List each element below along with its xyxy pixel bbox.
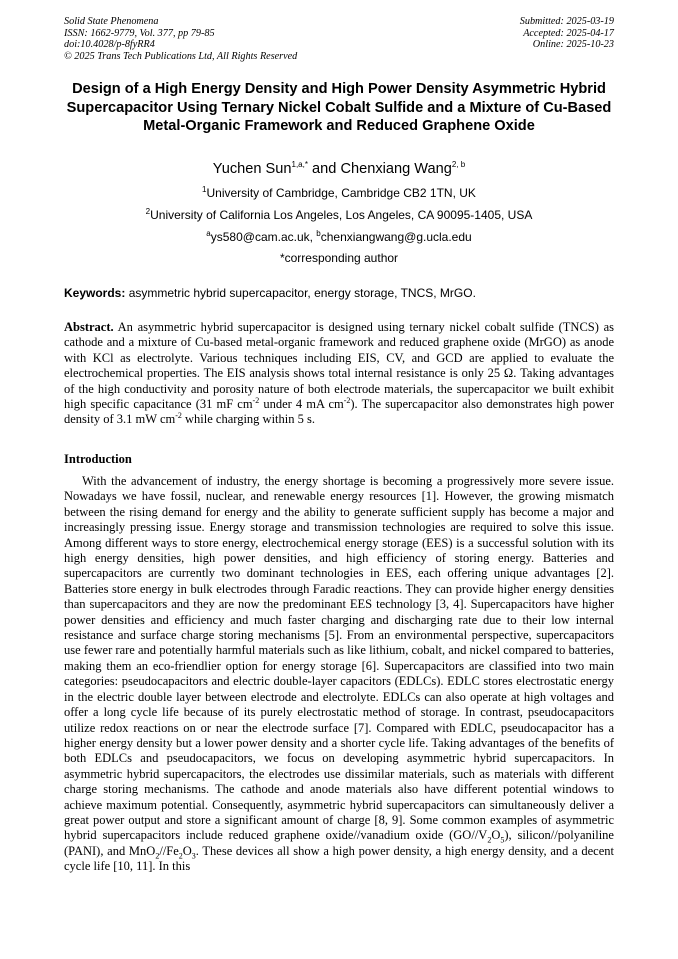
- affiliation-2: [0, 208, 678, 222]
- intro-sub-1: 2: [487, 835, 492, 845]
- abstract-text-3: ). The supercapacitor also demonstrates high power density of 3.1 mW cm: [64, 397, 614, 427]
- abstract-text-2: under 4 mA cm: [259, 397, 344, 412]
- affiliation-2-marker: 2: [145, 207, 151, 216]
- email-a-marker: a: [206, 229, 211, 238]
- abstract-sup-2: -2: [343, 395, 351, 405]
- intro-text-3: ), silicon//polyaniline (PANI), and MnO: [64, 828, 614, 858]
- affiliation-2-text: University of California Los Angeles, Los Angeles, CA 90095-1405, USA: [150, 208, 533, 222]
- copyright: © 2025 Trans Tech Publications Ltd, All Rights Reserved: [64, 50, 298, 62]
- email-a[interactable]: ys580@cam.ac.uk,: [210, 230, 317, 244]
- journal-header-left: [64, 16, 297, 62]
- journal-name: Solid State Phenomena: [64, 16, 159, 27]
- submitted-date: Submitted: 2025-03-19: [519, 16, 614, 27]
- doi[interactable]: doi:10.4028/p-8fyRR4: [64, 39, 155, 51]
- intro-text-5: O: [182, 843, 192, 858]
- affiliation-1-text: University of Cambridge, Cambridge CB2 1TN, UK: [206, 186, 476, 200]
- abstract: [64, 320, 614, 428]
- affiliation-1: [0, 186, 678, 200]
- intro-text-1: With the advancement of industry, the energy shortage is becoming a progressively more severe issue. Nowadays we have fossil, nuclear, and renewable energy resources [1]. However, the growing mismatch between the rising demand for energy and the ability to generate sufficient supply has become a major and increasingly pressing issue. Energy storage and transmission technologies are required to solve this issue. Among different ways to store energy, electrochemical energy storage (EES) is a successful solution with its high energy densities, high power densities, and high efficiency of storing energy. Batteries and supercapacitors are currently two dominant technologies in EES, each offering unique advantages [2]. Batteries store energy in bulk electrodes through Faradic reactions. They can provide higher energy densities than supercapacitors and they are now the predominant EES technology [3, 4]. Supercapacitors have higher power densities and efficiency and much faster charging and discharging rate due to their low internal resistance and surface charge storing mechanisms [5]. From an environmental perspective, supercapacitors use fewer rare and potentially harmful materials such as like lithium, cobalt, and nickel compared to batteries, making them an eco-friendlier option for energy storage [6]. Supercapacitors are classified into two main categories: pseudocapacitors and electric double-layer capacitors (EDLCs). EDLC stores electrostatic energy in the electric double layer between electrode and electrolyte. EDLCs can also operate at high voltages and offer a long cycle life because of its purely electrostatic method of storage. In contrast, pseudocapacitors utilize redox reactions on or near the electrode surface [7]. Compared with EDLC, pseudocapacitor has a higher energy density but a lower power density and a shorter cycle life. Taking advantages of the benefits of both EDLCs and pseudocapacitors, we focus on developing asymmetric hybrid supercapacitors. In asymmetric hybrid supercapacitors, the electrodes use dissimilar materials, such as materials with different charge storing mechanisms. The cathode and anode materials also have different potential windows to achieve maximum potential. Consequently, asymmetric hybrid supercapacitors can simultaneously deliver a great power output and store a significant amount of charge [8, 9]. Some common examples of asymmetric hybrid supercapacitors include reduced graphene oxide//vanadium oxide (GO//V: [64, 474, 614, 843]
- introduction-paragraph: [64, 474, 614, 875]
- intro-text-6: . These devices all show a high power density, a high energy density, and a decent cycle life [10, 11]. In this: [64, 843, 614, 874]
- abstract-sup-3: -2: [175, 411, 182, 421]
- author-2-name: Chenxiang Wang: [340, 161, 452, 177]
- author-1-affil: 1,a,*: [291, 160, 308, 170]
- intro-text-2: O: [491, 828, 501, 843]
- intro-sub-4: 2: [178, 851, 183, 861]
- author-conjunction: and: [307, 161, 341, 177]
- email-line: [0, 230, 678, 244]
- online-date: Online: 2025-10-23: [532, 39, 614, 51]
- abstract-label: Abstract.: [64, 320, 114, 334]
- corresponding-author-note: *corresponding author: [279, 251, 399, 265]
- email-b-marker: b: [316, 229, 321, 238]
- abstract-text-4: while charging within 5 s.: [181, 412, 315, 427]
- keywords: [64, 286, 614, 300]
- abstract-text-1: An asymmetric hybrid supercapacitor is designed using ternary nickel cobalt sulfide (TNCS) as cathode and a mixture of Cu-based metal-organic framework and reduced graphene oxide (MrGO) as anode with KCl as electrolyte. Various techniques including EIS, CV, and GCD are applied to evaluate the electrochemical properties. The EIS analysis shows total internal resistance is only 25 Ω. Taking advantages of the high conductivity and porosity nature of both electrode materials, the supercapacitor we built exhibit high specific capacitance (31 mF cm: [64, 320, 614, 412]
- keywords-text: asymmetric hybrid supercapacitor, energy storage, TNCS, MrGO.: [125, 286, 476, 300]
- introduction-heading: Introduction: [64, 452, 132, 466]
- intro-sub-5: 3: [191, 851, 196, 861]
- issn-volume: ISSN: 1662-9779, Vol. 377, pp 79-85: [64, 27, 215, 39]
- keywords-label: Keywords:: [64, 286, 126, 300]
- affiliation-1-marker: 1: [202, 185, 207, 194]
- journal-header-right: [520, 16, 614, 51]
- accepted-date: Accepted: 2025-04-17: [523, 27, 614, 39]
- intro-sub-2: 5: [500, 835, 505, 845]
- author-line: [0, 160, 678, 178]
- abstract-sup-1: -2: [252, 395, 260, 405]
- paper-title: Design of a High Energy Density and High Power Density Asymmetric Hybrid Supercapacitor Using Ternary Nickel Cobalt Sulfide and a Mixture of Cu-Based Metal-Organic Framework and Reduced Graphene Oxide: [66, 81, 612, 135]
- intro-sub-3: 2: [155, 851, 160, 861]
- email-b[interactable]: chenxiangwang@g.ucla.edu: [320, 230, 472, 244]
- intro-text-4: //Fe: [159, 843, 179, 858]
- author-1-name: Yuchen Sun: [212, 161, 292, 177]
- author-2-affil: 2, b: [451, 160, 466, 170]
